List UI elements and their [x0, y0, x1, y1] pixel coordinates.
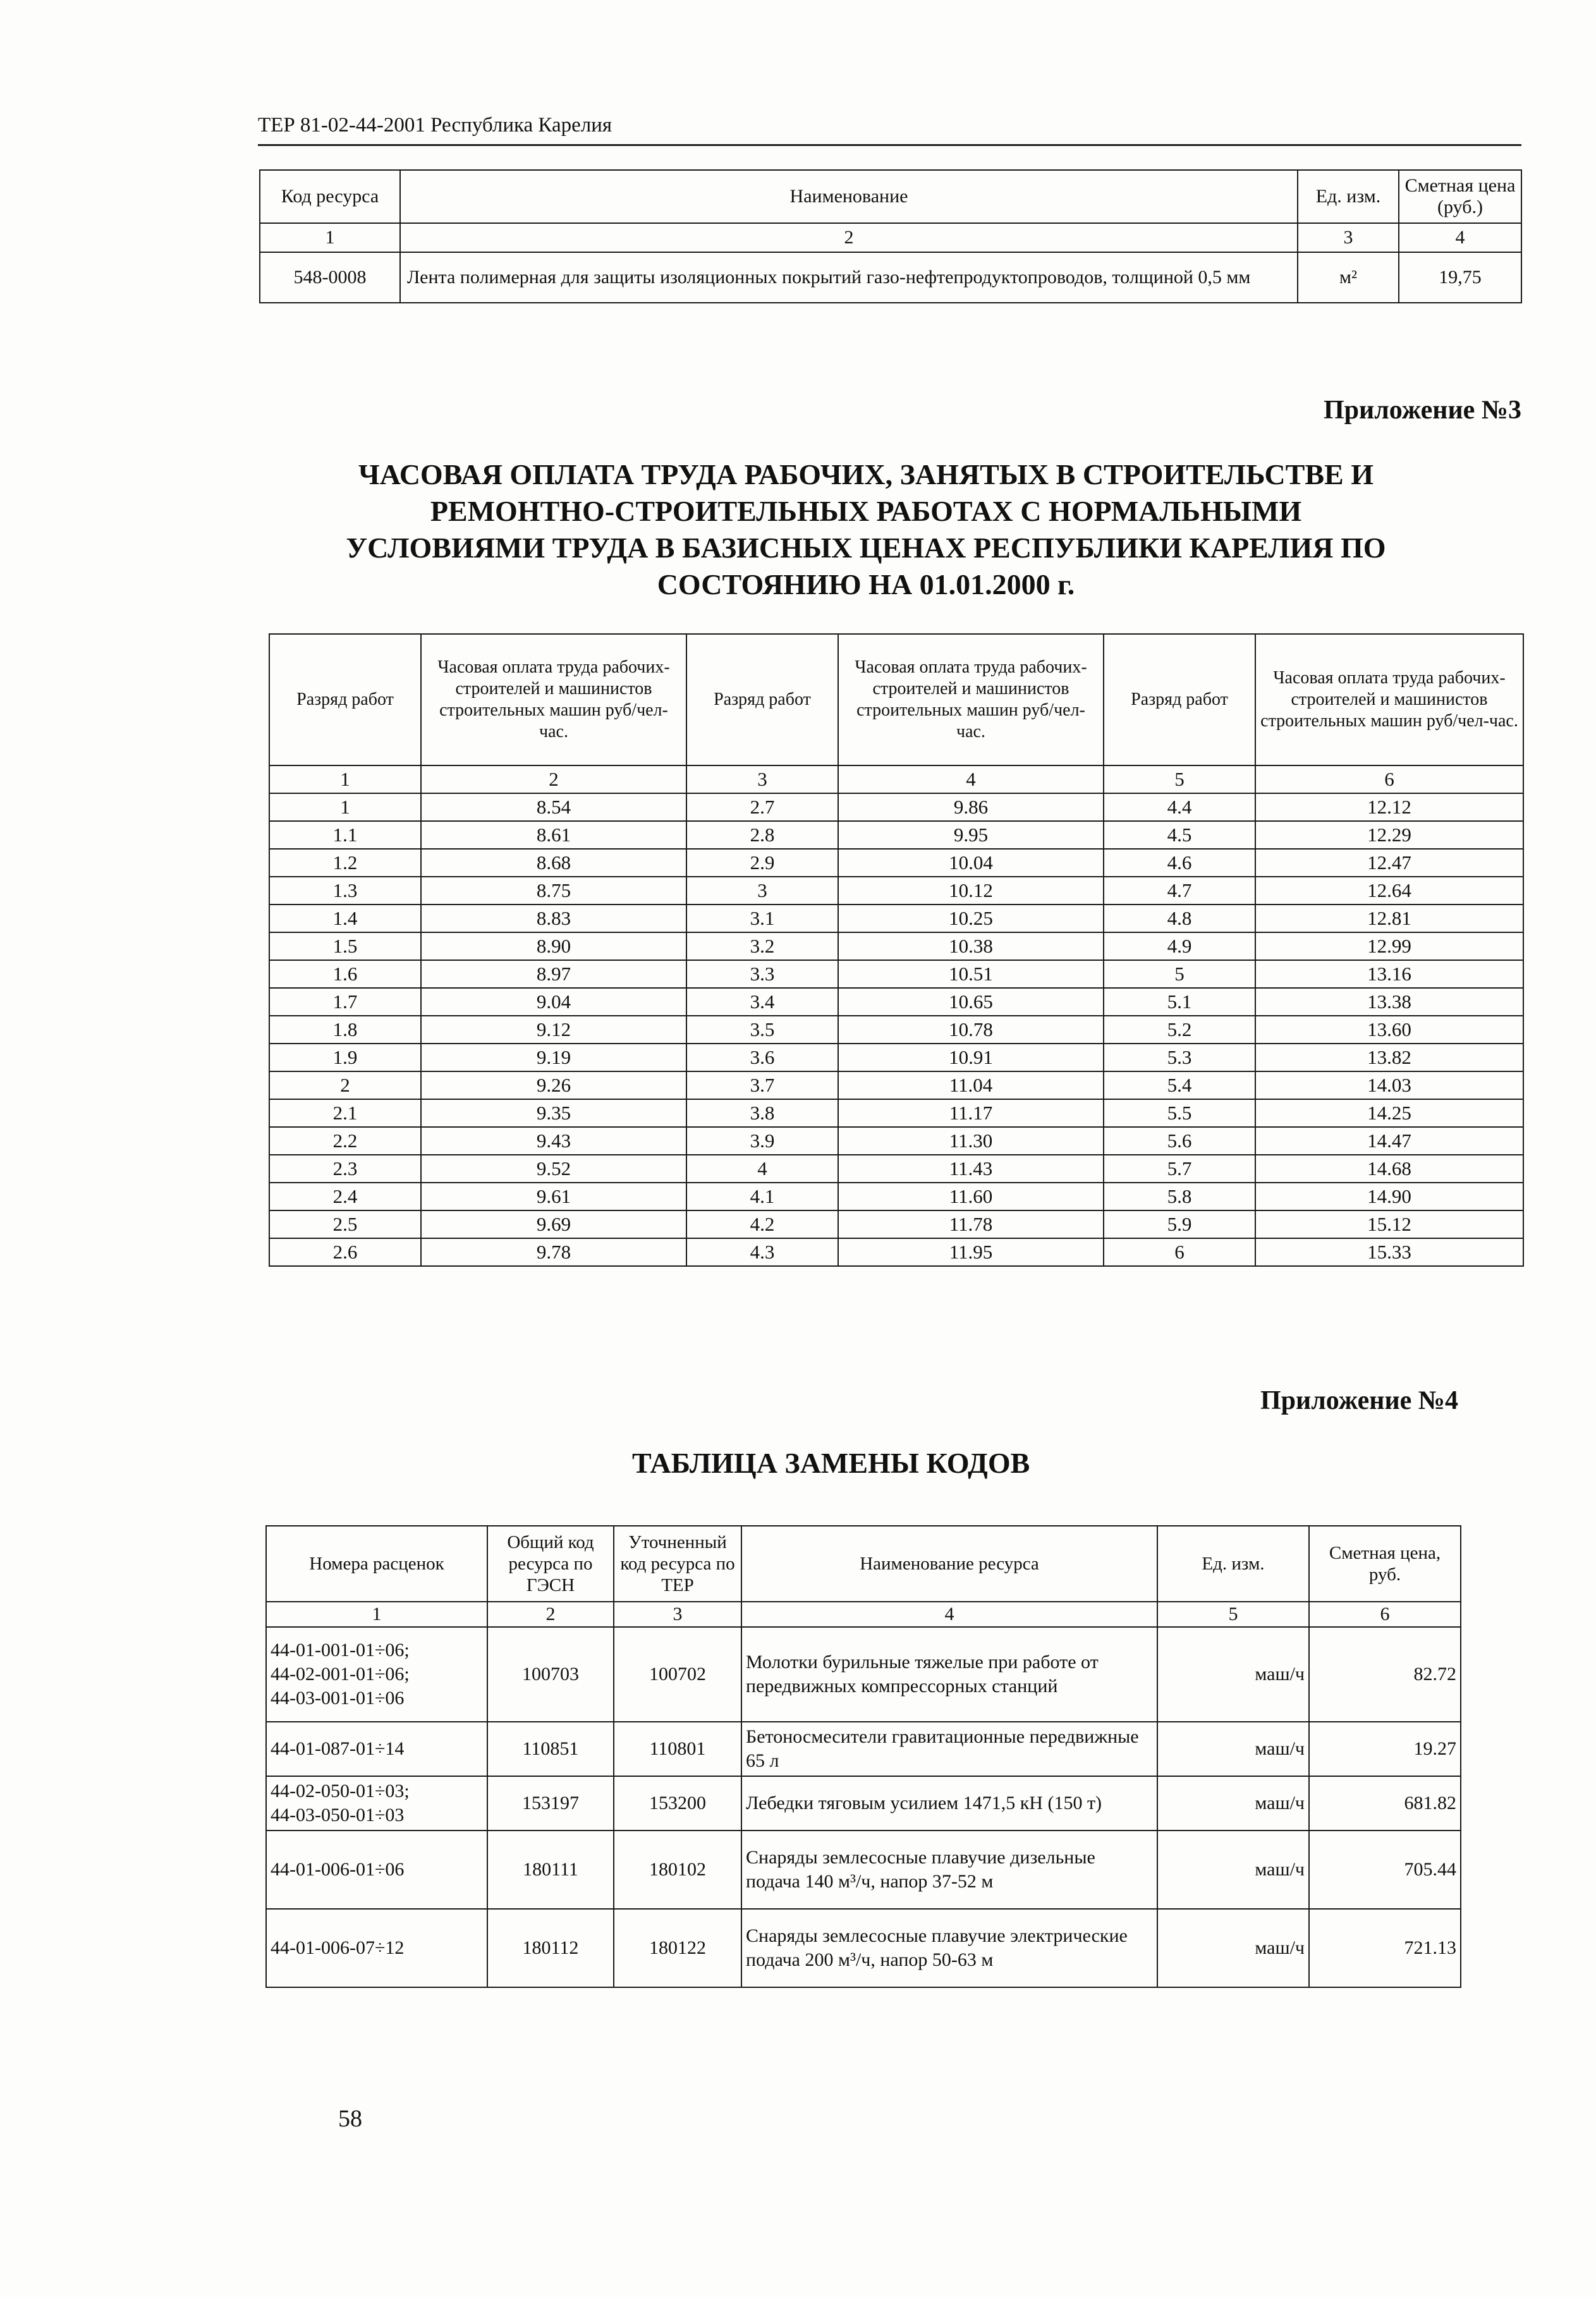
- number-cell: 5: [1157, 1602, 1309, 1627]
- rate-code: 44-03-001-01÷06: [271, 1688, 405, 1709]
- code-replacement-rows: [266, 1627, 1461, 1987]
- table-row: [269, 905, 1523, 932]
- pay-cell: 10.65: [838, 988, 1104, 1016]
- rate-code: 44-01-006-01÷06: [271, 1859, 405, 1880]
- grade-cell: 3.1: [686, 905, 838, 932]
- resource-name-cell: Молотки бурильные тяжелые при работе от передвижных компрессорных станций: [741, 1627, 1157, 1722]
- grade-cell: 5.9: [1104, 1210, 1255, 1238]
- pay-cell: 8.97: [421, 960, 686, 988]
- header-cell: Общий код ресурса по ГЭСН: [487, 1526, 614, 1602]
- table-row: [269, 821, 1523, 849]
- table-row: [269, 877, 1523, 905]
- table-row: [266, 1627, 1461, 1722]
- grade-cell: 3.8: [686, 1099, 838, 1127]
- pay-cell: 14.90: [1255, 1183, 1523, 1210]
- header-cell: Ед. изм.: [1157, 1526, 1309, 1602]
- column-number-row: [260, 223, 1521, 252]
- header-rule: [258, 144, 1521, 146]
- grade-cell: 2.1: [269, 1099, 421, 1127]
- pay-cell: 11.30: [838, 1127, 1104, 1155]
- table-header-row: [260, 170, 1521, 223]
- price-cell: 82.72: [1309, 1627, 1461, 1722]
- pay-cell: 13.16: [1255, 960, 1523, 988]
- table-row: [269, 1071, 1523, 1099]
- grade-cell: 5.8: [1104, 1183, 1255, 1210]
- header-cell: Номера расценок: [266, 1526, 487, 1602]
- grade-cell: 1: [269, 793, 421, 821]
- table-row: [266, 1831, 1461, 1909]
- table-row: [269, 1016, 1523, 1044]
- pay-cell: 9.86: [838, 793, 1104, 821]
- pay-cell: 14.68: [1255, 1155, 1523, 1183]
- pay-cell: 13.60: [1255, 1016, 1523, 1044]
- grade-cell: 2.3: [269, 1155, 421, 1183]
- pay-cell: 12.47: [1255, 849, 1523, 877]
- pay-cell: 8.75: [421, 877, 686, 905]
- pay-cell: 10.25: [838, 905, 1104, 932]
- pay-header: Часовая оплата труда рабочих-строителей и машинистов строительных машин руб/чел-час.: [838, 634, 1104, 765]
- unit-cell: маш/ч: [1157, 1909, 1309, 1987]
- header-cell: Наименование: [400, 170, 1298, 223]
- grade-cell: 4.8: [1104, 905, 1255, 932]
- pay-cell: 8.61: [421, 821, 686, 849]
- rate-codes-cell: [266, 1776, 487, 1831]
- header-cell: Код ресурса: [260, 170, 400, 223]
- pay-cell: 11.17: [838, 1099, 1104, 1127]
- wage-rate-table: [269, 633, 1524, 1267]
- grade-cell: 2.2: [269, 1127, 421, 1155]
- grade-cell: 4.7: [1104, 877, 1255, 905]
- resource-name-cell: Снаряды землесосные плавучие дизельные подача 140 м³/ч, напор 37-52 м: [741, 1831, 1157, 1909]
- pay-cell: 9.19: [421, 1044, 686, 1071]
- grade-cell: 1.4: [269, 905, 421, 932]
- running-header: ТЕР 81-02-44-2001 Республика Карелия: [258, 114, 612, 137]
- pay-cell: 10.38: [838, 932, 1104, 960]
- rate-code: 44-02-001-01÷06;: [271, 1664, 410, 1685]
- gesn-code-cell: 100703: [487, 1627, 614, 1722]
- pay-cell: 14.03: [1255, 1071, 1523, 1099]
- pay-cell: 9.12: [421, 1016, 686, 1044]
- pay-cell: 9.69: [421, 1210, 686, 1238]
- unit-cell: маш/ч: [1157, 1722, 1309, 1776]
- ter-code-cell: 110801: [614, 1722, 741, 1776]
- grade-cell: 5.3: [1104, 1044, 1255, 1071]
- header-cell: Сметная цена (руб.): [1399, 170, 1521, 223]
- pay-cell: 9.04: [421, 988, 686, 1016]
- grade-cell: 1.9: [269, 1044, 421, 1071]
- grade-cell: 2.9: [686, 849, 838, 877]
- grade-cell: 1.3: [269, 877, 421, 905]
- table-row: [269, 988, 1523, 1016]
- grade-header: Разряд работ: [269, 634, 421, 765]
- number-cell: 4: [838, 765, 1104, 793]
- grade-cell: 2.5: [269, 1210, 421, 1238]
- table-row: [269, 849, 1523, 877]
- table-row: [269, 1210, 1523, 1238]
- number-cell: 4: [1399, 223, 1521, 252]
- pay-cell: 8.68: [421, 849, 686, 877]
- number-cell: 3: [686, 765, 838, 793]
- rate-code: 44-01-006-07÷12: [271, 1937, 405, 1958]
- rate-code: 44-02-050-01÷03;: [271, 1781, 410, 1801]
- table-row: [269, 1238, 1523, 1266]
- pay-cell: 8.54: [421, 793, 686, 821]
- grade-cell: 1.8: [269, 1016, 421, 1044]
- grade-cell: 5.1: [1104, 988, 1255, 1016]
- number-cell: 2: [487, 1602, 614, 1627]
- pay-cell: 11.95: [838, 1238, 1104, 1266]
- pay-cell: 12.29: [1255, 821, 1523, 849]
- pay-cell: 9.78: [421, 1238, 686, 1266]
- number-cell: 1: [260, 223, 400, 252]
- price-cell: 705.44: [1309, 1831, 1461, 1909]
- grade-cell: 2.7: [686, 793, 838, 821]
- grade-cell: 5.2: [1104, 1016, 1255, 1044]
- pay-cell: 15.12: [1255, 1210, 1523, 1238]
- ter-code-cell: 153200: [614, 1776, 741, 1831]
- number-cell: 3: [614, 1602, 741, 1627]
- table-row: [269, 1099, 1523, 1127]
- table-row: [269, 1044, 1523, 1071]
- table-row: [269, 1183, 1523, 1210]
- number-cell: 2: [400, 223, 1298, 252]
- rate-codes-cell: [266, 1909, 487, 1987]
- pay-cell: 12.99: [1255, 932, 1523, 960]
- number-cell: 6: [1255, 765, 1523, 793]
- code-replacement-table: [265, 1525, 1461, 1988]
- header-cell: Сметная цена, руб.: [1309, 1526, 1461, 1602]
- price-cell: 681.82: [1309, 1776, 1461, 1831]
- grade-cell: 4.9: [1104, 932, 1255, 960]
- column-number-row: [269, 765, 1523, 793]
- rate-code: 44-01-001-01÷06;: [271, 1640, 410, 1660]
- pay-header: Часовая оплата труда рабочих-строителей и машинистов строительных машин руб/чел-час.: [421, 634, 686, 765]
- grade-cell: 2.4: [269, 1183, 421, 1210]
- ter-code-cell: 180102: [614, 1831, 741, 1909]
- appendix-3-title: ЧАСОВАЯ ОПЛАТА ТРУДА РАБОЧИХ, ЗАНЯТЫХ В СТРОИТЕЛЬСТВЕ И РЕМОНТНО-СТРОИТЕЛЬНЫХ РАБОТАХ С НОРМАЛЬНЫМИ УСЛОВИЯМИ ТРУДА В БАЗИСНЫХ ЦЕНАХ РЕСПУБЛИКИ КАРЕЛИЯ ПО СОСТОЯНИЮ НА 01.01.2000 г.: [346, 458, 1386, 600]
- gesn-code-cell: 180111: [487, 1831, 614, 1909]
- table-row: [269, 960, 1523, 988]
- rate-code: 44-01-087-01÷14: [271, 1738, 405, 1759]
- grade-cell: 4: [686, 1155, 838, 1183]
- rate-codes-cell: [266, 1722, 487, 1776]
- pay-cell: 10.78: [838, 1016, 1104, 1044]
- appendix-4-title: ТАБЛИЦА ЗАМЕНЫ КОДОВ: [632, 1447, 1030, 1479]
- pay-cell: 14.47: [1255, 1127, 1523, 1155]
- price-cell: 721.13: [1309, 1909, 1461, 1987]
- grade-cell: 4.6: [1104, 849, 1255, 877]
- table-row: [266, 1776, 1461, 1831]
- table-row: [260, 252, 1521, 303]
- grade-cell: 5.5: [1104, 1099, 1255, 1127]
- ter-code-cell: 180122: [614, 1909, 741, 1987]
- grade-cell: 3.3: [686, 960, 838, 988]
- table-row: [266, 1909, 1461, 1987]
- unit-cell: маш/ч: [1157, 1831, 1309, 1909]
- pay-cell: 9.52: [421, 1155, 686, 1183]
- grade-cell: 2.8: [686, 821, 838, 849]
- table-row: [266, 1722, 1461, 1776]
- number-cell: 6: [1309, 1602, 1461, 1627]
- resource-name-cell: Лебедки тяговым усилием 1471,5 кН (150 т): [741, 1776, 1157, 1831]
- pay-cell: 11.78: [838, 1210, 1104, 1238]
- pay-cell: 10.51: [838, 960, 1104, 988]
- grade-cell: 1.2: [269, 849, 421, 877]
- grade-cell: 4.3: [686, 1238, 838, 1266]
- pay-cell: 9.95: [838, 821, 1104, 849]
- gesn-code-cell: 180112: [487, 1909, 614, 1987]
- pay-cell: 9.26: [421, 1071, 686, 1099]
- pay-cell: 11.43: [838, 1155, 1104, 1183]
- page-number: 58: [338, 2105, 362, 2132]
- grade-header: Разряд работ: [1104, 634, 1255, 765]
- grade-cell: 3.7: [686, 1071, 838, 1099]
- pay-cell: 14.25: [1255, 1099, 1523, 1127]
- appendix-3-label: Приложение №3: [1323, 396, 1521, 425]
- resource-unit: м²: [1298, 252, 1399, 303]
- pay-cell: 10.12: [838, 877, 1104, 905]
- pay-cell: 13.82: [1255, 1044, 1523, 1071]
- header-cell: Уточненный код ресурса по ТЕР: [614, 1526, 741, 1602]
- number-cell: 3: [1298, 223, 1399, 252]
- grade-cell: 3.5: [686, 1016, 838, 1044]
- pay-cell: 11.60: [838, 1183, 1104, 1210]
- table-row: [269, 932, 1523, 960]
- grade-cell: 3.4: [686, 988, 838, 1016]
- grade-cell: 1.1: [269, 821, 421, 849]
- pay-cell: 9.35: [421, 1099, 686, 1127]
- grade-cell: 5.7: [1104, 1155, 1255, 1183]
- wage-rate-rows: [269, 793, 1523, 1266]
- grade-cell: 6: [1104, 1238, 1255, 1266]
- grade-cell: 4.5: [1104, 821, 1255, 849]
- number-cell: 1: [266, 1602, 487, 1627]
- grade-cell: 1.7: [269, 988, 421, 1016]
- header-cell: Ед. изм.: [1298, 170, 1399, 223]
- grade-cell: 2: [269, 1071, 421, 1099]
- resource-code: 548-0008: [260, 252, 400, 303]
- table-header-row: [266, 1526, 1461, 1602]
- pay-cell: 12.12: [1255, 793, 1523, 821]
- number-cell: 2: [421, 765, 686, 793]
- rate-codes-cell: [266, 1831, 487, 1909]
- grade-cell: 4.1: [686, 1183, 838, 1210]
- ter-code-cell: 100702: [614, 1627, 741, 1722]
- appendix-4-label: Приложение №4: [1260, 1386, 1458, 1415]
- column-number-row: [266, 1602, 1461, 1627]
- number-cell: 1: [269, 765, 421, 793]
- pay-cell: 12.64: [1255, 877, 1523, 905]
- pay-cell: 12.81: [1255, 905, 1523, 932]
- grade-cell: 3.2: [686, 932, 838, 960]
- table-row: [269, 1127, 1523, 1155]
- grade-header: Разряд работ: [686, 634, 838, 765]
- table-row: [269, 1155, 1523, 1183]
- pay-cell: 9.43: [421, 1127, 686, 1155]
- grade-cell: 2.6: [269, 1238, 421, 1266]
- grade-cell: 3: [686, 877, 838, 905]
- pay-cell: 9.61: [421, 1183, 686, 1210]
- gesn-code-cell: 110851: [487, 1722, 614, 1776]
- pay-header: Часовая оплата труда рабочих-строителей и машинистов строительных машин руб/чел-час.: [1255, 634, 1523, 765]
- pay-cell: 15.33: [1255, 1238, 1523, 1266]
- gesn-code-cell: 153197: [487, 1776, 614, 1831]
- rate-codes-cell: [266, 1627, 487, 1722]
- resource-name: Лента полимерная для защиты изоляционных покрытий газо-нефтепродуктопроводов, толщиной 0,5 мм: [400, 252, 1298, 303]
- rate-code: 44-03-050-01÷03: [271, 1805, 405, 1825]
- table-header-row: [269, 634, 1523, 765]
- number-cell: 4: [741, 1602, 1157, 1627]
- resource-price: 19,75: [1399, 252, 1521, 303]
- pay-cell: 8.90: [421, 932, 686, 960]
- grade-cell: 4.4: [1104, 793, 1255, 821]
- number-cell: 5: [1104, 765, 1255, 793]
- grade-cell: 3.6: [686, 1044, 838, 1071]
- table-row: [269, 793, 1523, 821]
- grade-cell: 5.6: [1104, 1127, 1255, 1155]
- pay-cell: 10.04: [838, 849, 1104, 877]
- price-cell: 19.27: [1309, 1722, 1461, 1776]
- header-cell: Наименование ресурса: [741, 1526, 1157, 1602]
- pay-cell: 10.91: [838, 1044, 1104, 1071]
- resource-table: [259, 169, 1522, 303]
- grade-cell: 5: [1104, 960, 1255, 988]
- resource-name-cell: Бетоносмесители гравитационные передвижные 65 л: [741, 1722, 1157, 1776]
- grade-cell: 1.6: [269, 960, 421, 988]
- unit-cell: маш/ч: [1157, 1776, 1309, 1831]
- resource-name-cell: Снаряды землесосные плавучие электрические подача 200 м³/ч, напор 50-63 м: [741, 1909, 1157, 1987]
- grade-cell: 4.2: [686, 1210, 838, 1238]
- pay-cell: 11.04: [838, 1071, 1104, 1099]
- pay-cell: 13.38: [1255, 988, 1523, 1016]
- grade-cell: 1.5: [269, 932, 421, 960]
- pay-cell: 8.83: [421, 905, 686, 932]
- grade-cell: 3.9: [686, 1127, 838, 1155]
- unit-cell: маш/ч: [1157, 1627, 1309, 1722]
- grade-cell: 5.4: [1104, 1071, 1255, 1099]
